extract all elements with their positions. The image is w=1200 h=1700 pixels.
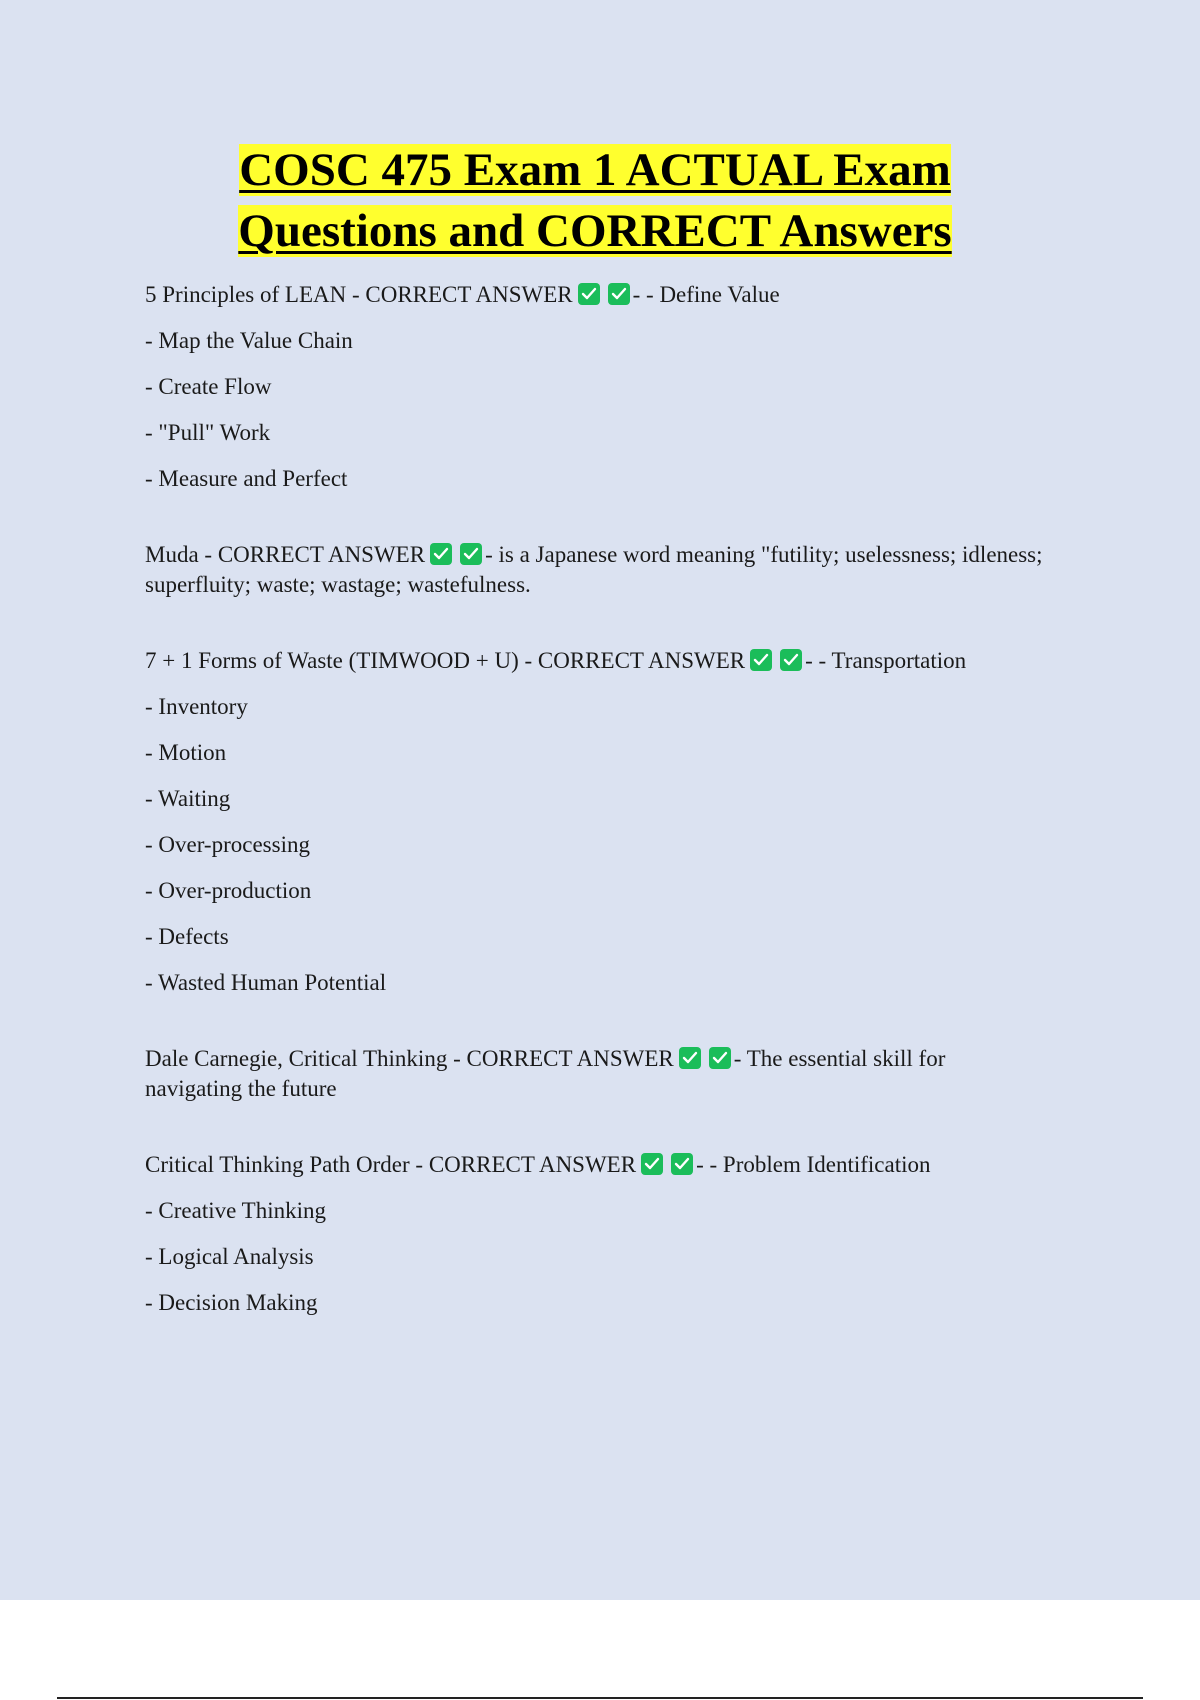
qa-answer-item: - Defects <box>145 924 229 949</box>
qa-answer-item: - Waiting <box>145 786 231 811</box>
qa-item <box>145 280 1045 494</box>
qa-question-line <box>145 1150 1045 1180</box>
qa-answer-item: - Wasted Human Potential <box>145 970 387 995</box>
document-title: COSC 475 Exam 1 ACTUAL Exam Questions and CORRECT Answers <box>238 144 952 257</box>
title-block <box>145 140 1045 262</box>
qa-answer-item: - Over-production <box>145 878 312 903</box>
qa-item <box>145 646 1045 998</box>
qa-answer-item: - Measure and Perfect <box>145 466 348 491</box>
qa-answer-first: - - Transportation <box>805 648 967 673</box>
qa-answer-item: - "Pull" Work <box>145 420 271 445</box>
check-mark-icon <box>641 1153 663 1175</box>
qa-term: 5 Principles of LEAN - CORRECT ANSWER <box>145 282 573 307</box>
check-mark-icon <box>460 543 482 565</box>
qa-answer-first: - is a Japanese word meaning "futility; uselessness; idleness; superfluity; waste; wastage; wastefulness. <box>145 542 1043 597</box>
qa-answer-first: - - Problem Identification <box>696 1152 931 1177</box>
qa-question-line <box>145 540 1045 600</box>
check-mark-icon <box>679 1047 701 1069</box>
qa-term: 7 + 1 Forms of Waste (TIMWOOD + U) - CORRECT ANSWER <box>145 648 746 673</box>
qa-term: Muda - CORRECT ANSWER <box>145 542 426 567</box>
check-mark-icon <box>578 283 600 305</box>
qa-item <box>145 1044 1045 1104</box>
check-mark-icon <box>671 1153 693 1175</box>
qa-item <box>145 540 1045 600</box>
qa-answer-item: - Creative Thinking <box>145 1198 326 1223</box>
qa-question-line <box>145 280 1045 310</box>
qa-answer-item: - Map the Value Chain <box>145 328 353 353</box>
qa-answer-item: - Inventory <box>145 694 248 719</box>
bottom-divider <box>57 1697 1143 1699</box>
qa-term: Critical Thinking Path Order - CORRECT ANSWER <box>145 1152 637 1177</box>
check-mark-icon <box>780 649 802 671</box>
qa-answer-first: - The essential skill for navigating the future <box>145 1046 946 1101</box>
qa-answer-item: - Motion <box>145 740 227 765</box>
check-mark-icon <box>430 543 452 565</box>
qa-answer-item: - Over-processing <box>145 832 310 857</box>
qa-answer-item: - Logical Analysis <box>145 1244 314 1269</box>
page-body <box>145 140 1045 1334</box>
qa-answer-item: - Create Flow <box>145 374 272 399</box>
qa-question-line <box>145 1044 1045 1104</box>
qa-question-line <box>145 646 1045 676</box>
qa-term: Dale Carnegie, Critical Thinking - CORRECT ANSWER <box>145 1046 674 1071</box>
check-mark-icon <box>608 283 630 305</box>
check-mark-icon <box>750 649 772 671</box>
check-mark-icon <box>709 1047 731 1069</box>
qa-item <box>145 1150 1045 1318</box>
qa-answer-item: - Decision Making <box>145 1290 318 1315</box>
qa-answer-first: - - Define Value <box>632 282 780 307</box>
